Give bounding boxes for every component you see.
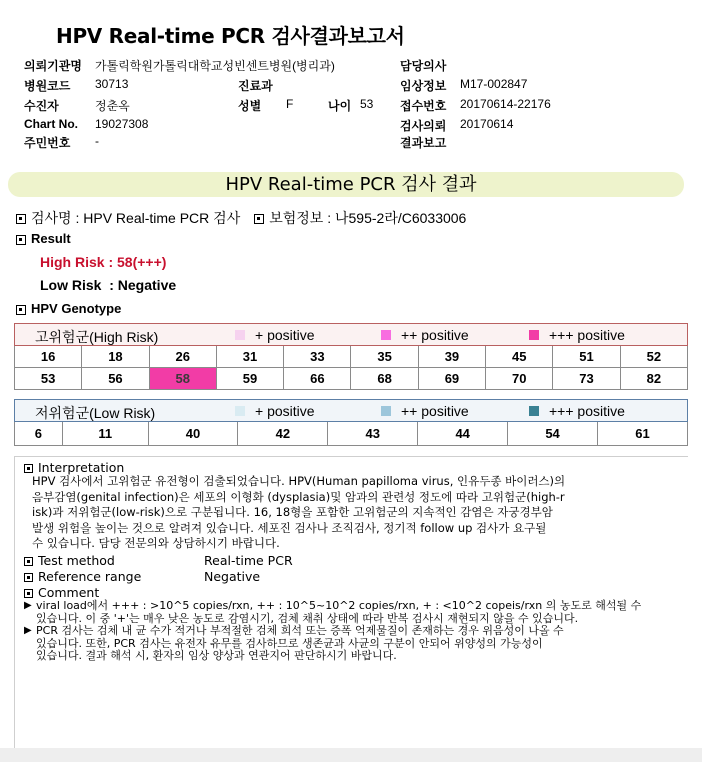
genotype-cell: 42 [238, 422, 328, 446]
test-method-label: Test method [38, 553, 115, 568]
high-risk-table [14, 323, 688, 390]
genotype-cell: 61 [598, 422, 688, 446]
genotype-cell: 52 [620, 346, 687, 368]
genotype-cell: 11 [62, 422, 148, 446]
genotype-heading [16, 301, 121, 316]
bullet-square-icon [24, 589, 33, 598]
low-risk-header-row [15, 400, 688, 422]
genotype-cell: 26 [149, 346, 216, 368]
legend-swatch-plus [235, 330, 245, 340]
result-heading-text: Result [31, 231, 71, 246]
comment-line: 있습니다. 이 중 '+'는 매우 낮은 농도로 감염시기, 검체 채취 상태에 따라 반복 검사시 재현되지 않을 수 있습니다. [36, 611, 579, 625]
test-method-row [24, 553, 424, 568]
genotype-cell: 43 [328, 422, 418, 446]
institution-value: 가톨릭학원가톨릭대학교성빈센트병원(병리과) [95, 59, 335, 73]
legend-plus [235, 327, 315, 343]
legend-swatch-plus [235, 406, 245, 416]
interpretation-line: 수 있습니다. 담당 전문의와 상담하시기 바랍니다. [32, 536, 280, 550]
legend-label: + positive [255, 326, 315, 343]
interpretation-heading [24, 460, 124, 475]
section-title: HPV Real-time PCR 검사 결과 [225, 174, 477, 195]
request-value: 20170614 [460, 117, 514, 131]
legend-label: ++ positive [401, 326, 469, 343]
legend-swatch-plus-plus-plus [529, 330, 539, 340]
high-risk-header-row [15, 324, 688, 346]
genotype-cell: 33 [284, 346, 351, 368]
patient-value: 정춘옥 [95, 99, 130, 113]
doctor-label: 담당의사 [400, 59, 447, 73]
clinic-label: 진료과 [238, 79, 273, 93]
receipt-value: 20170614-22176 [460, 97, 551, 111]
genotype-cell: 18 [82, 346, 149, 368]
bullet-square-icon [16, 305, 26, 315]
genotype-cell: 73 [553, 368, 620, 390]
legend-plus-plus [381, 327, 469, 343]
comment-heading [24, 585, 99, 600]
high-risk-result: High Risk : 58(+++) [40, 254, 167, 270]
genotype-cell: 82 [620, 368, 687, 390]
bullet-square-icon [24, 464, 33, 473]
comment-line: 있습니다. 또한, PCR 검사는 유전자 유무를 검사하므로 생존균과 사균의 구분이 안되어 위양성의 가능성이 [36, 636, 543, 650]
genotype-cell: 70 [486, 368, 553, 390]
reference-range-label: Reference range [38, 569, 142, 584]
low-risk-table [14, 399, 688, 446]
report-title: HPV Real-time PCR 검사결과보고서 [56, 24, 405, 48]
legend-swatch-plus-plus [381, 330, 391, 340]
id-value: - [95, 134, 99, 148]
age-label: 나이 [328, 99, 352, 113]
legend-swatch-plus-plus [381, 406, 391, 416]
request-label: 검사의뢰 [400, 119, 447, 133]
reference-range-value: Negative [204, 569, 261, 584]
reference-range-row [24, 569, 424, 584]
legend-label: +++ positive [549, 402, 625, 419]
test-name-value: HPV Real-time PCR 검사 [83, 210, 241, 226]
comment-line: 있습니다. 결과 해석 시, 환자의 임상 양상과 연관지어 판단하시기 바랍니다. [36, 649, 397, 662]
arrow-bullet-icon: ▶ [24, 625, 32, 636]
interpretation-line: 음부감염(genital infection)은 세포의 이형화 (dysplasia)및 암과의 관련성 정도에 따라 고위험군(high-r [32, 489, 565, 504]
bullet-square-icon [24, 557, 33, 566]
comment-line: PCR 검사는 검체 내 균 수가 적거나 부적절한 검체 희석 또는 증폭 억제물질이 존재하는 경우 위음성이 나올 수 [36, 624, 564, 637]
genotype-cell: 39 [418, 346, 485, 368]
patient-label: 수진자 [24, 99, 59, 113]
interpretation-line: 발생 위험을 높이는 것으로 알려져 있습니다. 세포진 검사나 조직검사, 정기적 follow up 검사가 요구될 [32, 520, 547, 535]
genotype-cell: 16 [15, 346, 82, 368]
legend-plus-plus [381, 403, 469, 419]
legend-plus-plus-plus [529, 327, 625, 343]
high-risk-header [15, 324, 688, 346]
high-risk-label: 고위험군(High Risk) [35, 328, 159, 345]
comment-item [24, 600, 684, 625]
interpretation-text [32, 474, 676, 552]
genotype-cell: 31 [216, 346, 283, 368]
hospital-code-label: 병원코드 [24, 79, 71, 93]
bullet-square-icon [16, 235, 26, 245]
legend-label: + positive [255, 402, 315, 419]
comment-item [24, 625, 684, 663]
insurance-label: 보험정보 : [269, 210, 335, 226]
genotype-cell: 69 [418, 368, 485, 390]
sex-value: F [286, 97, 294, 111]
low-risk-row [15, 422, 688, 446]
id-label: 주민번호 [24, 136, 71, 150]
hospital-code-value: 30713 [95, 77, 129, 91]
clinical-info-value: M17-002847 [460, 77, 528, 91]
genotype-heading-text: HPV Genotype [31, 301, 122, 316]
arrow-bullet-icon: ▶ [24, 600, 32, 611]
comment-heading-text: Comment [38, 585, 100, 600]
genotype-cell: 54 [508, 422, 598, 446]
genotype-cell: 40 [148, 422, 238, 446]
interpretation-line: HPV 검사에서 고위험군 유전형이 검출되었습니다. HPV(Human papilloma virus, 인유두종 바이러스)의 [32, 474, 566, 488]
interpretation-heading-text: Interpretation [38, 460, 125, 475]
comment-list [24, 600, 684, 663]
low-risk-header [15, 400, 688, 422]
sex-label: 성별 [238, 99, 262, 113]
genotype-cell: 58 [149, 368, 216, 390]
genotype-cell: 53 [15, 368, 82, 390]
high-risk-row-1 [15, 346, 688, 368]
legend-plus [235, 403, 315, 419]
test-info-line [16, 208, 466, 228]
age-value: 53 [360, 97, 374, 111]
genotype-cell: 56 [82, 368, 149, 390]
genotype-cell: 35 [351, 346, 418, 368]
genotype-cell: 45 [486, 346, 553, 368]
interpretation-line: isk)과 저위험군(low-risk)으로 구분됩니다. 16, 18형을 포함한 고위험군의 지속적인 감염은 자궁경부암 [32, 505, 553, 519]
bullet-square-icon [24, 573, 33, 582]
genotype-cell: 51 [553, 346, 620, 368]
test-name-label: 검사명 : [31, 210, 84, 226]
legend-label: +++ positive [549, 326, 625, 343]
institution-label: 의뢰기관명 [24, 59, 82, 73]
low-risk-result: Low Risk : Negative [40, 277, 177, 293]
genotype-cell: 6 [15, 422, 63, 446]
receipt-label: 접수번호 [400, 99, 447, 113]
comment-line: viral load에서 +++ : >10^5 copies/rxn, ++ : 10^5~10^2 copies/rxn, + : <10^2 copeis/rxn 의 농도로 해석될 수 [36, 599, 642, 612]
clinical-info-label: 임상정보 [400, 79, 447, 93]
footer-shade [0, 748, 702, 762]
genotype-cell: 68 [351, 368, 418, 390]
legend-swatch-plus-plus-plus [529, 406, 539, 416]
chart-label: Chart No. [24, 117, 78, 131]
genotype-cell: 59 [216, 368, 283, 390]
low-risk-label: 저위험군(Low Risk) [35, 404, 156, 421]
bullet-square-icon [16, 214, 26, 224]
bullet-square-icon [254, 214, 264, 224]
report-label: 결과보고 [400, 136, 447, 150]
result-heading [16, 231, 71, 246]
insurance-value: 나595-2라/C6033006 [334, 210, 467, 226]
legend-plus-plus-plus [529, 403, 625, 419]
test-method-value: Real-time PCR [204, 553, 293, 568]
legend-label: ++ positive [401, 402, 469, 419]
genotype-cell: 44 [418, 422, 508, 446]
high-risk-row-2 [15, 368, 688, 390]
genotype-cell: 66 [284, 368, 351, 390]
chart-value: 19027308 [95, 117, 149, 131]
